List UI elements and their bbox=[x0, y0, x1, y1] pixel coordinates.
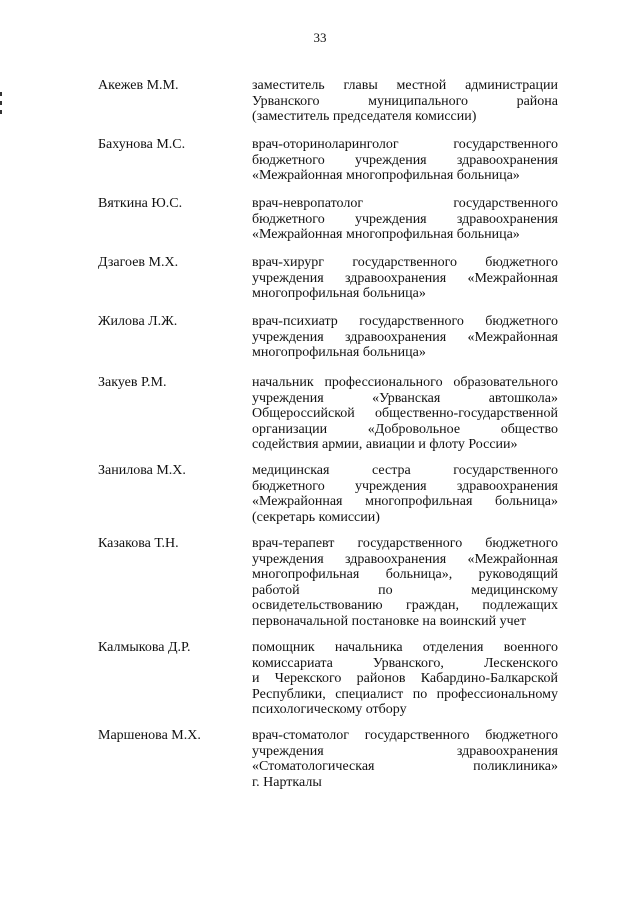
member-name: Маршенова М.Х. bbox=[98, 728, 201, 743]
position-line: врач-стоматолог государственного бюджетного bbox=[252, 728, 558, 743]
member-name: Жилова Л.Ж. bbox=[98, 314, 178, 329]
position-line: бюджетного учреждения здравоохранения bbox=[252, 211, 558, 227]
position-line: многопрофильная больница», руководящий bbox=[252, 567, 558, 582]
member-entry bbox=[98, 255, 558, 302]
member-entry bbox=[98, 536, 558, 629]
member-position bbox=[252, 375, 558, 453]
position-line: врач-терапевт государственного бюджетного bbox=[252, 536, 558, 551]
member-entry bbox=[98, 78, 558, 125]
position-line: медицинская сестра государственного bbox=[252, 463, 558, 478]
position-line: первоначальной постановке на воинский учет bbox=[252, 613, 527, 629]
member-name: Закуев Р.М. bbox=[98, 375, 167, 390]
member-entry bbox=[98, 137, 558, 184]
position-line: «Межрайонная многопрофильная больница» bbox=[252, 168, 520, 183]
position-line: содействия армии, авиации и флоту России» bbox=[252, 437, 518, 452]
position-line: учреждения здравоохранения «Межрайонная bbox=[252, 329, 558, 345]
position-line: «Межрайонная многопрофильная больница» bbox=[252, 227, 520, 242]
position-line: работой по медицинскому bbox=[252, 582, 558, 598]
position-line: комиссариата Урванского, Лескенского bbox=[252, 655, 558, 671]
position-line: заместитель главы местной администрации bbox=[252, 78, 558, 93]
position-line: организации «Добровольное общество bbox=[252, 421, 558, 437]
member-entry bbox=[98, 640, 558, 718]
member-position bbox=[252, 78, 558, 125]
position-line: «Межрайонная многопрофильная больница» bbox=[252, 494, 558, 509]
position-line: врач-хирург государственного бюджетного bbox=[252, 255, 558, 270]
member-entry bbox=[98, 728, 558, 790]
member-name: Дзагоев М.Х. bbox=[98, 255, 179, 270]
position-line: бюджетного учреждения здравоохранения bbox=[252, 152, 558, 168]
position-line: Республики, специалист по профессиональному bbox=[252, 686, 558, 702]
position-line: бюджетного учреждения здравоохранения bbox=[252, 478, 558, 494]
position-line: многопрофильная больница» bbox=[252, 345, 426, 360]
position-line: врач-оториноларинголог государственного bbox=[252, 137, 558, 152]
position-line: «Стоматологическая поликлиника» bbox=[252, 759, 558, 774]
member-position bbox=[252, 314, 558, 361]
position-line: врач-невропатолог государственного bbox=[252, 196, 558, 211]
position-line: Урванского муниципального района bbox=[252, 93, 558, 109]
member-position bbox=[252, 255, 558, 302]
margin-binding-marks bbox=[0, 92, 4, 122]
member-entry bbox=[98, 314, 558, 361]
position-line: учреждения «Урванская автошкола» bbox=[252, 390, 558, 406]
position-line: учреждения здравоохранения bbox=[252, 743, 558, 759]
member-position bbox=[252, 640, 558, 718]
position-line: г. Нарткалы bbox=[252, 774, 322, 790]
member-entry bbox=[98, 463, 558, 525]
member-position bbox=[252, 536, 558, 629]
page-number: 33 bbox=[313, 30, 327, 45]
position-line: Общероссийской общественно-государственной bbox=[252, 406, 558, 421]
member-name: Калмыкова Д.Р. bbox=[98, 640, 191, 655]
position-line: (секретарь комиссии) bbox=[252, 509, 380, 525]
position-line: и Черекского районов Кабардино-Балкарской bbox=[252, 671, 558, 686]
member-name: Акежев М.М. bbox=[98, 78, 179, 93]
position-line: помощник начальника отделения военного bbox=[252, 640, 558, 655]
position-line: учреждения здравоохранения «Межрайонная bbox=[252, 551, 558, 567]
member-name: Занилова М.Х. bbox=[98, 463, 186, 478]
position-line: врач-психиатр государственного бюджетного bbox=[252, 314, 558, 329]
member-entry bbox=[98, 196, 558, 243]
position-line: освидетельствованию граждан, подлежащих bbox=[252, 598, 558, 613]
member-name: Вяткина Ю.С. bbox=[98, 196, 183, 211]
member-name: Бахунова М.С. bbox=[98, 137, 186, 152]
member-entry bbox=[98, 375, 558, 453]
position-line: учреждения здравоохранения «Межрайонная bbox=[252, 270, 558, 286]
member-position bbox=[252, 463, 558, 525]
position-line: начальник профессионального образовательного bbox=[252, 375, 558, 390]
position-line: многопрофильная больница» bbox=[252, 286, 426, 301]
member-position bbox=[252, 196, 558, 243]
member-name: Казакова Т.Н. bbox=[98, 536, 179, 551]
member-position bbox=[252, 728, 558, 790]
member-position bbox=[252, 137, 558, 184]
position-line: психологическому отбору bbox=[252, 702, 407, 717]
position-line: (заместитель председателя комиссии) bbox=[252, 109, 477, 124]
